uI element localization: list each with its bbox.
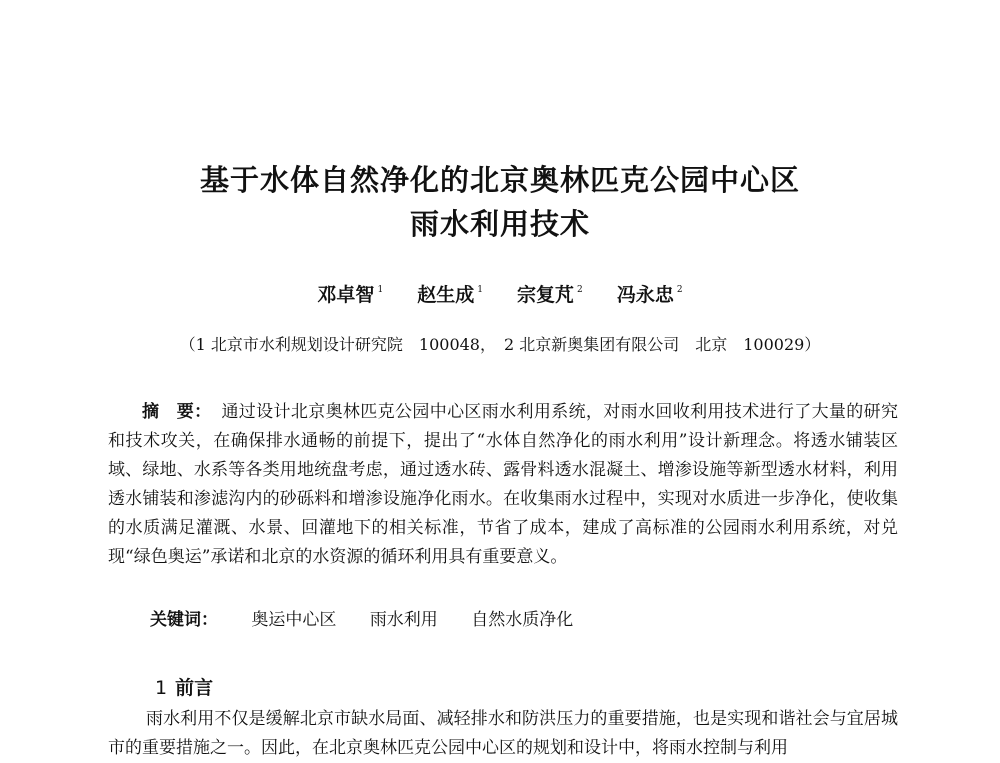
author-affiliation-mark: 1 — [477, 285, 483, 295]
abstract-text: 通过设计北京奥林匹克公园中心区雨水利用系统，对雨水回收利用技术进行了大量的研究和技术攻关，在确保排水通畅的前提下，提出了“水体自然净化的雨水利用”设计新理念。将透水铺装区域、绿地、水系等各类用地统盘考虑，通过透水砖、露骨料透水混凝土、增渗设施等新型透水材料，利用透水铺装和渗滤沟内的砂砾料和增渗设施净化雨水。在收集雨水过程中，实现对水质进一步净化，使收集的水质满足灌溉、水景、回灌地下的相关标准，节省了成本，建成了高标准的公园雨水利用系统，对兑现“绿色奥运”承诺和北京的水资源的循环利用具有重要意义。 — [108, 402, 899, 567]
author-1 — [317, 280, 383, 307]
keyword-item: 奥运中心区 — [251, 610, 337, 630]
title-line-2: 雨水利用技术 — [409, 207, 590, 241]
author-affiliation-mark: 2 — [676, 285, 683, 295]
keywords-label: 关键词： — [150, 610, 218, 630]
author-name: 宗复芃 — [517, 284, 575, 306]
author-2 — [417, 280, 483, 307]
abstract — [108, 398, 898, 572]
section-number: 1 — [155, 677, 168, 699]
section-title-text: 前言 — [175, 677, 214, 699]
author-name: 冯永忠 — [616, 284, 674, 306]
keyword-item: 自然水质净化 — [471, 610, 574, 630]
author-affiliation-mark: 2 — [577, 285, 583, 295]
author-list — [0, 280, 1000, 307]
keywords — [150, 605, 583, 630]
paper-title — [0, 158, 1000, 246]
author-4 — [617, 280, 683, 307]
author-3 — [517, 280, 583, 307]
affiliation: （1 北京市水利规划设计研究院 100048， 2 北京新奥集团有限公司 北京 100029） — [179, 335, 821, 354]
author-name: 赵生成 — [417, 284, 475, 306]
section-heading — [155, 673, 213, 700]
author-name: 邓卓智 — [317, 284, 375, 306]
keyword-item: 雨水利用 — [369, 610, 438, 630]
abstract-label: 摘 要： — [142, 402, 212, 422]
section-paragraph: 雨水利用不仅是缓解北京市缺水局面、减轻排水和防洪压力的重要措施，也是实现和谐社会与宜居城市的重要措施之一。因此，在北京奥林匹克公园中心区的规划和设计中，将雨水控制与利用 — [108, 709, 898, 758]
title-line-1: 基于水体自然净化的北京奥林匹克公园中心区 — [199, 163, 800, 197]
author-affiliation-mark: 1 — [377, 285, 384, 295]
